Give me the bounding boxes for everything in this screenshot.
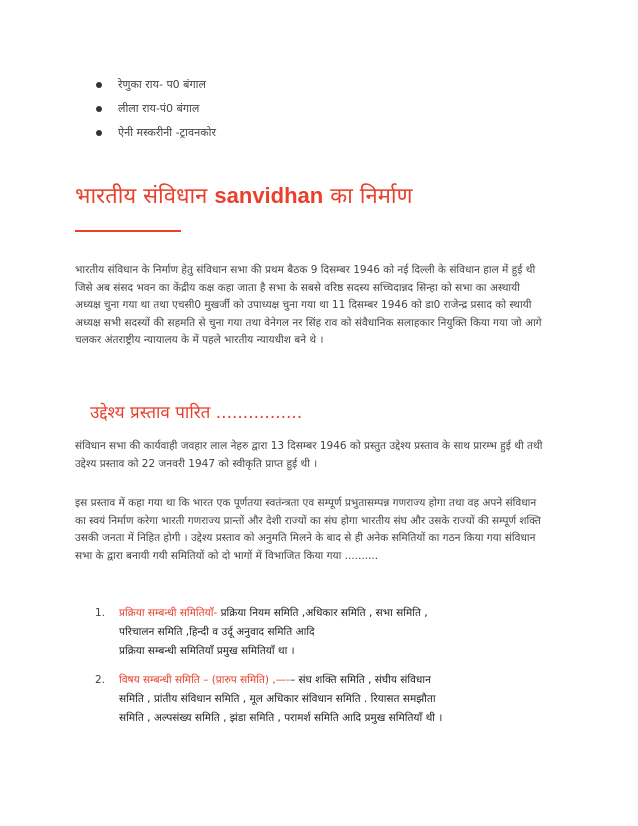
list-item-text: समिति , प्रांतीय संविधान समिति , मूल अधिकार संविधान समिति . रियासत समझौता <box>119 693 436 705</box>
paragraph-proceedings: संविधान सभा की कार्यवाही जवहार लाल नेहरु द्वारा 13 दिसम्बर 1946 को प्रस्तुत उद्देश्य प्रस्ताव के साथ प्रारम्भ हुई थी तथी उद्देश्य प्रस्ताव को 22 जनवरी 1947 को स्वीकृति प्राप्त हुई थी । <box>75 440 543 470</box>
list-item-text: समिति , अल्पसंख्य समिति , झंडा समिति , परामर्श समिति आदि प्रमुख समितियाँ थी । <box>119 712 443 724</box>
committee-list <box>95 604 545 738</box>
title-hindi-part2: का निर्माण <box>330 184 413 209</box>
list-item-text: परिचालन समिति ,हिन्दी व उर्दू अनुवाद समिति आदि <box>119 626 315 638</box>
list-item <box>90 102 216 116</box>
title-hindi-part1: भारतीय संविधान <box>75 184 208 209</box>
list-item <box>90 78 216 92</box>
bullet-list <box>90 78 216 150</box>
list-item <box>95 604 545 661</box>
bullet-text: लीला राय-पं0 बंगाल <box>118 102 200 115</box>
list-item <box>90 126 216 140</box>
list-item-title: विषय सम्बन्धी समिति – (प्रारुप समिति) ,—- <box>119 674 290 686</box>
bullet-icon <box>96 106 102 112</box>
list-number: 1. <box>95 607 106 619</box>
page-title <box>75 180 412 210</box>
bullet-text: रेणुका राय- प0 बंगाल <box>118 78 206 91</box>
section-heading-objective-resolution: उद्देश्य प्रस्ताव पारित ................ <box>90 403 303 423</box>
bullet-text: ऐनी मस्करीनी -ट्रावनकोर <box>118 126 217 139</box>
list-item <box>95 671 545 728</box>
title-underline <box>75 230 181 232</box>
paragraph-constitution-making: भारतीय संविधान के निर्माण हेतु संविधान सभा की प्रथम बैठक 9 दिसम्बर 1946 को नई दिल्ली के संविधान हाल में हुई थी जिसे अब संसद भवन का केंद्रीय कक्ष कहा जाता है सभा के सबसे वरिष्ठ सदस्य सच्चिदान्नद सिन्हा को सभा का अस्थायी अध्यक्ष चुना गया था तथा एचसी0 मुखर्जी को उपाध्यक्ष चुना गया था 11 दिसम्बर 1946 को डा0 राजेन्द्र प्रसाद को स्थायी अध्यक्ष सभी सदस्यों की सहमति से चुना गया तथा वेनेगल नर सिंह राव को संवैधानिक सलाहकार नियुक्ति किया गया जो आगे चलकर अंतराष्ट्रीय न्यायालय के में पहले भारतीय न्यायधीश बने थे । <box>75 264 542 346</box>
list-item-text: – संघ शक्ति समिति , संघीय संविधान <box>289 674 431 686</box>
list-item-title: प्रक्रिया सम्बन्धी समितियाँ- <box>119 607 218 619</box>
bullet-icon <box>96 130 102 136</box>
title-latin: sanvidhan <box>214 183 324 208</box>
list-item-text: प्रक्रिया नियम समिति ,अधिकार समिति , सभा समिति , <box>220 607 428 619</box>
paragraph-resolution-content: इस प्रस्ताव में कहा गया था कि भारत एक पूर्णतया स्वतंन्त्रता एव सम्पूर्ण प्रभुतासम्पन्न गणराज्य होगा तथा वह अपने संविधान का स्वयं निर्माण करेगा भारती गणराज्य प्रान्तों और देशी राज्यों का संघ होगा भारतीय संघ और उसके राज्यों की सम्पूर्ण शक्ति उसकी जनता में निहित होगी । उद्देश्य प्रस्ताव को अनुमति मिलने के बाद से ही अनेक समितियों का गठन किया गया संविधान सभा के द्वारा बनायी गयी समितियों को दो भागों में विभाजित किया गया .......... <box>75 497 541 562</box>
list-number: 2. <box>95 674 106 686</box>
bullet-icon <box>96 82 102 88</box>
list-item-text: प्रक्रिया सम्बन्धी समितियाँ प्रमुख समितियाँ था । <box>119 645 295 657</box>
